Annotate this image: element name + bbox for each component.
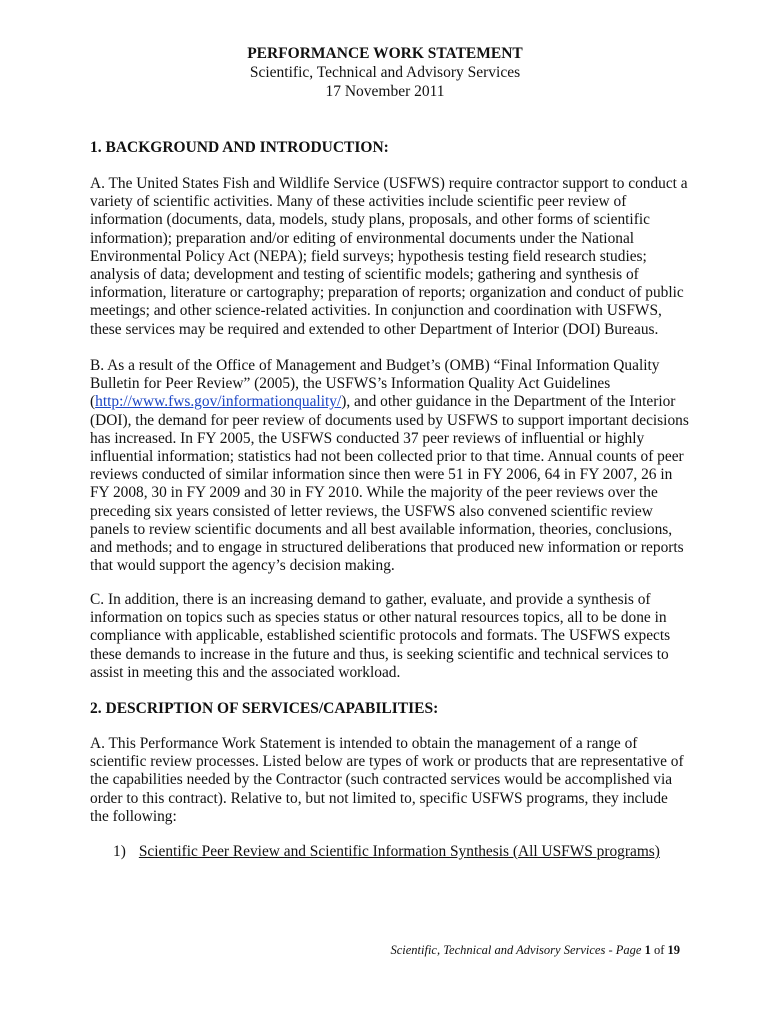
text-line: Bulletin for Peer Review” (2005), the USFWS’s Information Quality Act Guidelines — [90, 375, 611, 393]
footer-page-total: 19 — [667, 943, 680, 957]
section-1-paragraph-b — [90, 357, 690, 575]
text-line: meetings; and other science-related activities. In conjunction and coordination with USFWS, — [90, 302, 662, 320]
link-suffix: ), and other guidance in the Department of the Interior — [341, 393, 676, 411]
document-date: 17 November 2011 — [325, 83, 445, 100]
section-1-paragraph-a — [90, 175, 690, 339]
text-line: information, literature or cartography; preparation of reports; organization and conduct of public — [90, 284, 684, 302]
page-footer — [390, 942, 680, 958]
text-line: (DOI), the demand for peer review of documents used by USFWS to support important decisions — [90, 411, 689, 429]
text-line: has increased. In FY 2005, the USFWS conducted 37 peer reviews of influential or highly — [90, 429, 645, 447]
text-line: the following: — [90, 807, 177, 825]
information-quality-link[interactable]: http://www.fws.gov/informationquality/ — [95, 393, 342, 411]
text-line: scientific review processes. Listed below are types of work or products that are representative of — [90, 753, 684, 771]
text-line: A. This Performance Work Statement is intended to obtain the management of a range of — [90, 735, 638, 752]
text-line: C. In addition, there is an increasing demand to gather, evaluate, and provide a synthesis of — [90, 591, 651, 608]
text-line: and methods; and to engage in structured deliberations that produced new information or reports — [90, 539, 684, 557]
text-line-with-link — [90, 393, 690, 411]
footer-of: of — [650, 943, 668, 957]
text-line: information); preparation and/or editing of environmental documents under the National — [90, 229, 635, 247]
text-line: influential information; statistics had not been collected prior to that time. Annual counts of peer — [90, 448, 684, 466]
footer-separator: - Page — [605, 943, 645, 957]
text-line: these services may be required and extended to other Department of Interior (DOI) Bureaus. — [90, 320, 659, 338]
text-line: analysis of data; development and testing of scientific models; gathering and synthesis of — [90, 266, 639, 284]
text-line: preceding six years consisted of letter reviews, the USFWS also convened scientific review — [90, 502, 653, 520]
section-1-paragraph-c — [90, 591, 690, 682]
section-2-paragraph-a — [90, 735, 690, 826]
document-title: PERFORMANCE WORK STATEMENT — [247, 45, 523, 62]
document-subtitle: Scientific, Technical and Advisory Services — [249, 64, 521, 81]
text-line: reviews conducted of similar information since then were 51 in FY 2006, 64 in FY 2007, 26 in — [90, 466, 673, 484]
text-line: these demands to increase in the future and thus, is seeking scientific and technical services to — [90, 645, 669, 663]
section-2-heading: 2. DESCRIPTION OF SERVICES/CAPABILITIES: — [90, 700, 439, 717]
text-line: A. The United States Fish and Wildlife Service (USFWS) require contractor support to conduct a — [90, 175, 688, 192]
link-prefix: ( — [90, 393, 96, 411]
list-item — [113, 842, 660, 861]
section-1-heading: 1. BACKGROUND AND INTRODUCTION: — [90, 139, 389, 156]
text-line: order to this contract). Relative to, but not limited to, specific USFWS programs, they include — [90, 789, 668, 807]
text-line: Environmental Policy Act (NEPA); field surveys; hypothesis testing field research studies; — [90, 247, 647, 265]
text-line: FY 2008, 30 in FY 2009 and 30 in FY 2010. While the majority of the peer reviews over the — [90, 484, 658, 502]
text-line: assist in meeting this and the associated workload. — [90, 663, 401, 681]
footer-label: Scientific, Technical and Advisory Services — [390, 943, 606, 957]
text-line: the capabilities needed by the Contractor (such contracted services would be accomplished via — [90, 771, 673, 789]
list-item-number: 1) — [113, 843, 126, 860]
text-line: B. As a result of the Office of Management and Budget’s (OMB) “Final Information Quality — [90, 357, 660, 374]
text-line: information (documents, data, models, study plans, proposals, and other forms of scientific — [90, 211, 650, 229]
text-line: panels to review scientific documents and all best available information, theories, conclusions, — [90, 520, 673, 538]
document-header — [0, 44, 770, 101]
footer-page-number: 1 — [644, 943, 651, 957]
text-line: variety of scientific activities. Many of these activities include scientific peer review of — [90, 193, 627, 211]
text-line: that would support the agency’s decision making. — [90, 557, 395, 575]
list-item-text: Scientific Peer Review and Scientific Information Synthesis (All USFWS programs) — [138, 843, 660, 860]
text-line: compliance with applicable, established scientific protocols and formats. The USFWS expects — [90, 627, 671, 645]
text-line: information on topics such as species status or other natural resources topics, all to be done in — [90, 609, 667, 627]
